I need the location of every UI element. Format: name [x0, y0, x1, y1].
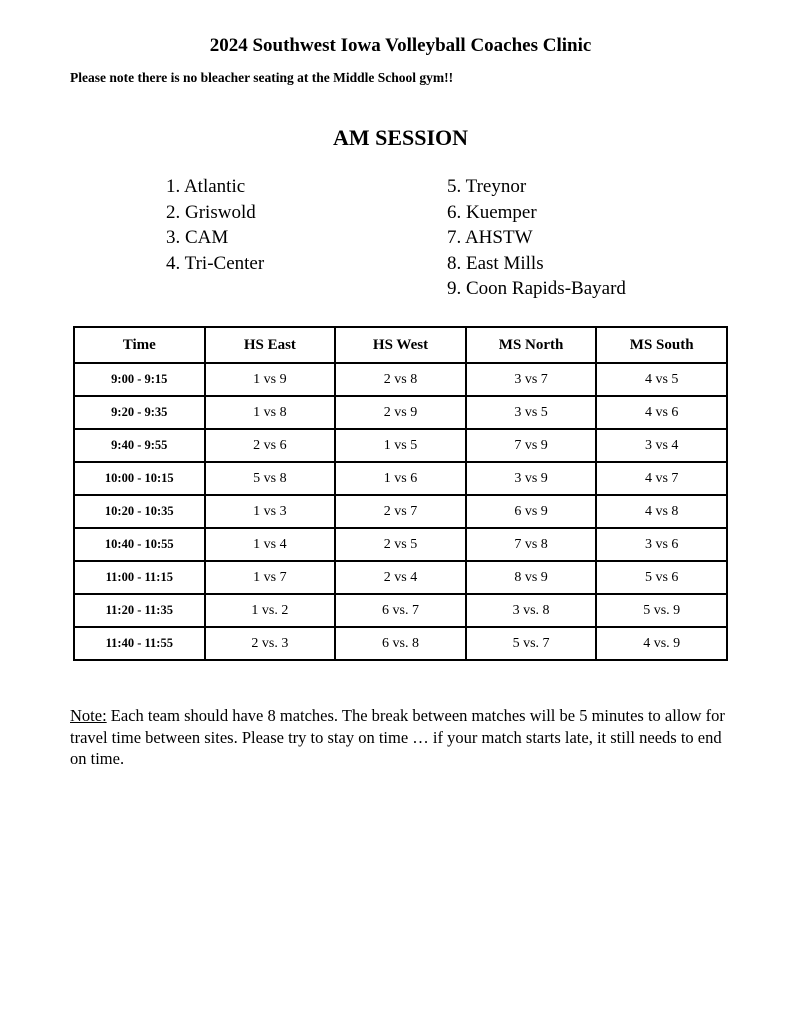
- ms-south-cell: 4 vs. 9: [596, 627, 727, 660]
- ms-north-cell: 3 vs. 8: [466, 594, 597, 627]
- team-list-item: 6. Kuemper: [447, 201, 537, 223]
- table-row: [74, 561, 727, 594]
- team-list-item: 1. Atlantic: [166, 176, 246, 197]
- team-list-item: 3. CAM: [166, 227, 229, 248]
- team-list-item: 5. Treynor: [447, 176, 527, 197]
- hs-east-cell: 2 vs. 3: [205, 627, 336, 660]
- ms-south-cell: 3 vs 4: [596, 429, 727, 462]
- team-list-item: 8. East Mills: [447, 252, 544, 274]
- ms-south-cell: 4 vs 6: [596, 396, 727, 429]
- document-title: 2024 Southwest Iowa Volleyball Coaches Clinic: [209, 35, 592, 56]
- table-row: [74, 462, 727, 495]
- header-ms-north: MS North: [466, 327, 597, 363]
- table-row: [74, 495, 727, 528]
- hs-west-cell: 2 vs 7: [335, 495, 466, 528]
- table-header-row: [74, 327, 727, 363]
- ms-north-cell: 8 vs 9: [466, 561, 597, 594]
- hs-east-cell: 1 vs. 2: [205, 594, 336, 627]
- ms-north-cell: 7 vs 9: [466, 429, 597, 462]
- schedule-table: [73, 326, 728, 661]
- seating-notice: Please note there is no bleacher seating at the Middle School gym!!: [70, 70, 454, 85]
- hs-east-cell: 5 vs 8: [205, 462, 336, 495]
- hs-west-cell: 1 vs 5: [335, 429, 466, 462]
- ms-south-cell: 3 vs 6: [596, 528, 727, 561]
- time-cell: 9:00 - 9:15: [74, 363, 205, 396]
- time-cell: 10:00 - 10:15: [74, 462, 205, 495]
- hs-east-cell: 2 vs 6: [205, 429, 336, 462]
- hs-west-cell: 1 vs 6: [335, 462, 466, 495]
- header-time: Time: [74, 327, 205, 363]
- time-cell: 9:20 - 9:35: [74, 396, 205, 429]
- hs-west-cell: 2 vs 8: [335, 363, 466, 396]
- schedule-body: [74, 363, 727, 660]
- table-row: [74, 528, 727, 561]
- hs-west-cell: 2 vs 9: [335, 396, 466, 429]
- ms-south-cell: 5 vs 6: [596, 561, 727, 594]
- table-row: [74, 363, 727, 396]
- team-list-item: 9. Coon Rapids-Bayard: [447, 278, 626, 299]
- hs-east-cell: 1 vs 3: [205, 495, 336, 528]
- ms-south-cell: 4 vs 5: [596, 363, 727, 396]
- ms-north-cell: 3 vs 7: [466, 363, 597, 396]
- ms-south-cell: 4 vs 8: [596, 495, 727, 528]
- table-row: [74, 396, 727, 429]
- hs-east-cell: 1 vs 7: [205, 561, 336, 594]
- hs-east-cell: 1 vs 9: [205, 363, 336, 396]
- team-list-left: [166, 174, 264, 276]
- time-cell: 10:40 - 10:55: [74, 528, 205, 561]
- ms-north-cell: 3 vs 9: [466, 462, 597, 495]
- time-cell: 11:40 - 11:55: [74, 627, 205, 660]
- header-hs-west: HS West: [335, 327, 466, 363]
- hs-west-cell: 2 vs 5: [335, 528, 466, 561]
- table-row: [74, 594, 727, 627]
- time-cell: 11:00 - 11:15: [74, 561, 205, 594]
- header-ms-south: MS South: [596, 327, 727, 363]
- table-row: [74, 627, 727, 660]
- note-text: Each team should have 8 matches. The break between matches will be 5 minutes to allow for travel time between sites. Please try to stay on time … if your match starts late, it still needs to end on time.: [70, 706, 725, 768]
- team-list-right: [447, 174, 626, 302]
- ms-north-cell: 7 vs 8: [466, 528, 597, 561]
- team-list-item: 4. Tri-Center: [166, 252, 265, 274]
- hs-east-cell: 1 vs 4: [205, 528, 336, 561]
- hs-west-cell: 2 vs 4: [335, 561, 466, 594]
- note-label: Note:: [70, 706, 107, 725]
- ms-south-cell: 5 vs. 9: [596, 594, 727, 627]
- hs-west-cell: 6 vs. 7: [335, 594, 466, 627]
- team-list-item: 2. Griswold: [166, 201, 256, 223]
- ms-north-cell: 3 vs 5: [466, 396, 597, 429]
- time-cell: 10:20 - 10:35: [74, 495, 205, 528]
- time-cell: 11:20 - 11:35: [74, 594, 205, 627]
- note-paragraph: [70, 705, 734, 770]
- hs-east-cell: 1 vs 8: [205, 396, 336, 429]
- table-row: [74, 429, 727, 462]
- time-cell: 9:40 - 9:55: [74, 429, 205, 462]
- hs-west-cell: 6 vs. 8: [335, 627, 466, 660]
- team-list-item: 7. AHSTW: [447, 227, 533, 248]
- ms-south-cell: 4 vs 7: [596, 462, 727, 495]
- session-heading: AM SESSION: [332, 125, 469, 150]
- header-hs-east: HS East: [205, 327, 336, 363]
- ms-north-cell: 6 vs 9: [466, 495, 597, 528]
- ms-north-cell: 5 vs. 7: [466, 627, 597, 660]
